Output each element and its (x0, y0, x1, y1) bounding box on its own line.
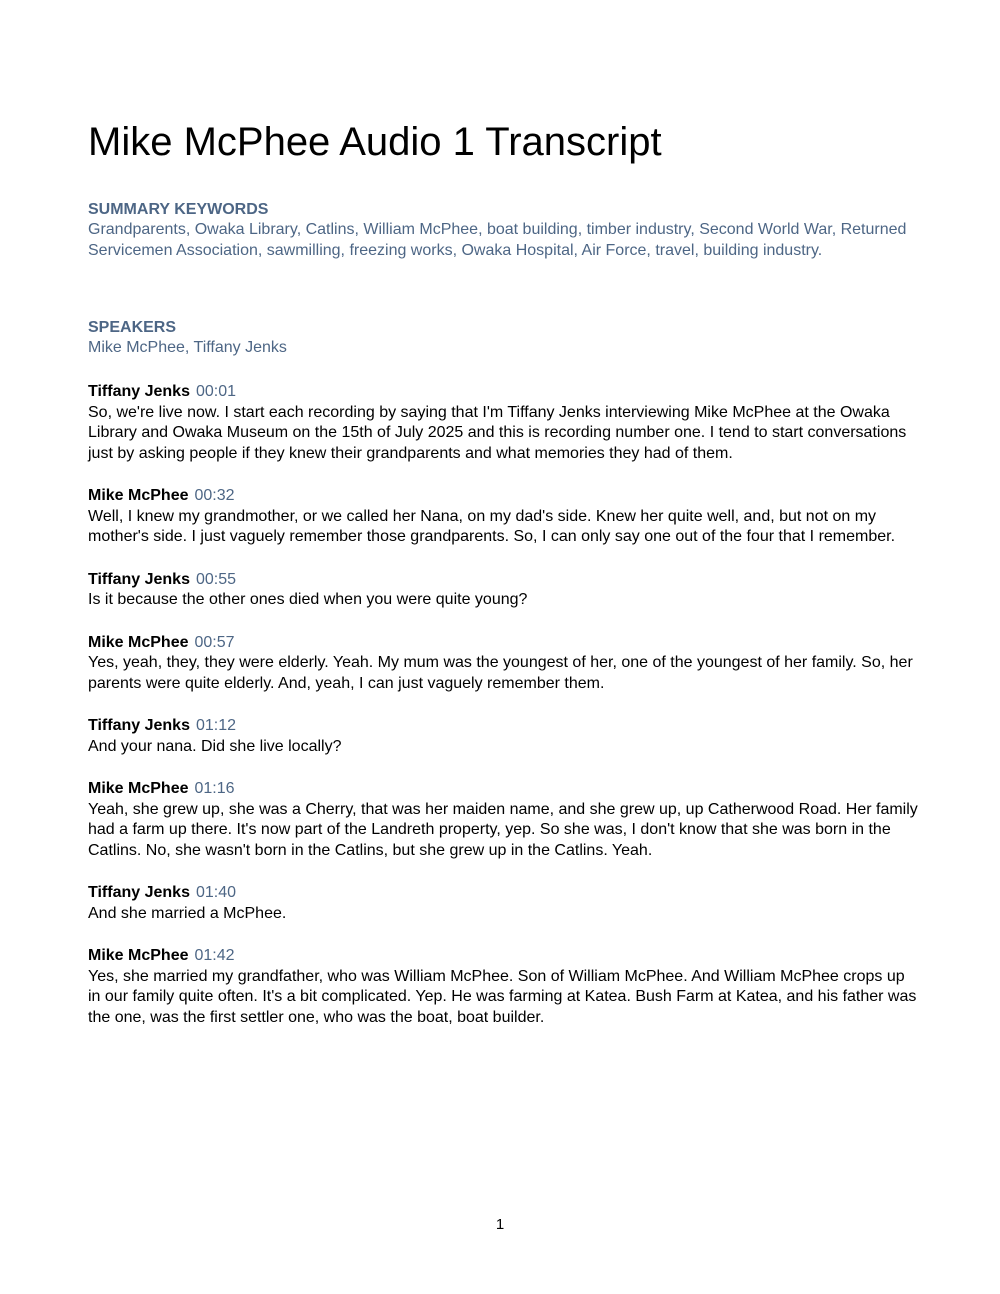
timestamp: 01:42 (194, 947, 235, 964)
transcript-body (88, 382, 918, 1050)
transcript-turn (88, 883, 918, 924)
transcript-turn (88, 570, 918, 611)
turn-text: Yes, yeah, they, they were elderly. Yeah. My mum was the youngest of her, one of the youngest of her family. So, her parents were quite elderly. And, yeah, I can just vaguely remember them. (88, 654, 913, 692)
speaker-name: Tiffany Jenks (88, 717, 190, 734)
turn-text: Yes, she married my grandfather, who was William McPhee. Son of William McPhee. And William McPhee crops up in our family quite often. It's a bit complicated. Yep. He was farming at Katea. Bush Farm at Katea, and his father was the one, was the first settler one, who was the boat, boat builder. (88, 967, 917, 1026)
turn-header (88, 486, 918, 507)
speaker-name: Mike McPhee (88, 633, 189, 651)
speaker-name: Tiffany Jenks (88, 570, 190, 588)
speaker-name: Mike McPhee (88, 947, 189, 964)
turn-header (88, 570, 918, 591)
timestamp: 00:55 (195, 570, 237, 588)
speakers-section (88, 318, 918, 359)
speaker-name: Tiffany Jenks (88, 884, 190, 901)
turn-header (88, 382, 918, 403)
summary-keywords-text: Grandparents, Owaka Library, Catlins, William McPhee, boat building, timber industry, Second World War, Returned Servicemen Association, sawmilling, freezing works, Owaka Hospital, Air Force, travel, building industry. (88, 221, 907, 259)
timestamp: 00:32 (194, 487, 235, 504)
turn-text: So, we're live now. I start each recording by saying that I'm Tiffany Jenks interviewing Mike McPhee at the Owaka Library and Owaka Museum on the 15th of July 2025 and this is recording number one. I tend to start conversations just by asking people if they knew their grandparents and what memories they had of them. (88, 403, 907, 462)
timestamp: 00:01 (195, 383, 237, 400)
timestamp: 01:40 (195, 884, 237, 901)
timestamp: 00:57 (194, 633, 235, 651)
turn-header (88, 633, 918, 654)
turn-header (88, 716, 918, 737)
timestamp: 01:16 (194, 780, 235, 797)
turn-header (88, 883, 918, 904)
turn-text: Well, I knew my grandmother, or we called her Nana, on my dad's side. Knew her quite well, and, but not on my mother's side. I just vaguely remember those grandparents. So, I can only say one out of the four that I remember. (88, 507, 896, 545)
speaker-name: Mike McPhee (88, 780, 189, 797)
page-number: 1 (495, 1216, 505, 1233)
turn-text: Yeah, she grew up, she was a Cherry, that was her maiden name, and she grew up, up Catherwood Road. Her family had a farm up there. It's now part of the Landreth property, yep. So she was, I don't know that she was born in the Catlins. No, she wasn't born in the Catlins, but she grew up in the Catlins. Yeah. (88, 800, 918, 859)
transcript-turn (88, 382, 918, 464)
speaker-name: Mike McPhee (88, 487, 189, 504)
speaker-name: Tiffany Jenks (88, 383, 190, 400)
turn-header (88, 946, 918, 967)
summary-keywords-section (88, 200, 918, 261)
turn-header (88, 779, 918, 800)
transcript-turn (88, 633, 918, 695)
turn-text: And your nana. Did she live locally? (88, 737, 342, 755)
speakers-label: SPEAKERS (88, 319, 177, 336)
transcript-turn (88, 486, 918, 548)
speakers-list: Mike McPhee, Tiffany Jenks (88, 339, 287, 356)
transcript-turn (88, 946, 918, 1028)
document-title: Mike McPhee Audio 1 Transcript (88, 120, 662, 164)
turn-text: And she married a McPhee. (88, 904, 287, 922)
timestamp: 01:12 (195, 717, 237, 734)
transcript-turn (88, 716, 918, 757)
turn-text: Is it because the other ones died when you were quite young? (88, 591, 528, 608)
summary-keywords-label: SUMMARY KEYWORDS (88, 201, 269, 218)
transcript-turn (88, 779, 918, 861)
